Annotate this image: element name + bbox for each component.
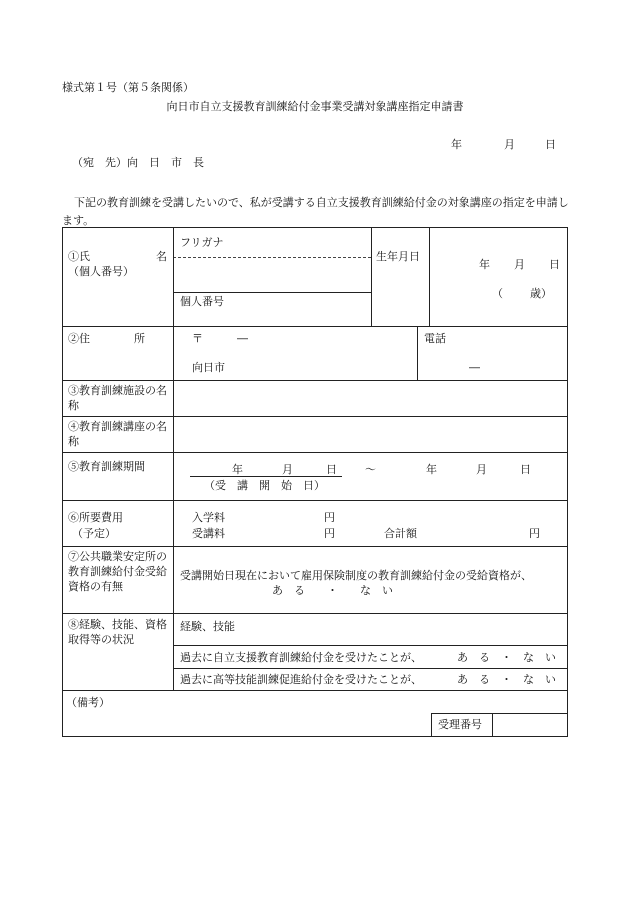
total-unit: 円 (529, 527, 540, 540)
start-date-caption: （受 講 開 始 日） (204, 479, 325, 492)
form-title: 向日市自立支援教育訓練給付金事業受講対象講座指定申請書 (166, 100, 464, 113)
city-label: 向日市 (192, 361, 225, 374)
end-month-label: 月 (476, 463, 487, 476)
address-label: ②住 所 (68, 332, 145, 345)
cost-label: ⑥所要費用 (68, 511, 123, 524)
age-open-paren: （ (492, 287, 503, 300)
phone-label: 電話 (424, 332, 446, 345)
date-month-label: 月 (504, 138, 515, 151)
period-label: ⑤教育訓練期間 (68, 460, 145, 473)
past-self-support-choice[interactable]: あ る ・ な い (457, 651, 556, 664)
mynumber-label: 個人番号 (180, 295, 224, 308)
receipt-number-label: 受理番号 (438, 718, 482, 731)
experience-label: ⑧経験、技能、資格取得等の状況 (68, 618, 167, 646)
past-advanced-text: 過去に高等技能訓練促進給付金を受けたことが、 (180, 673, 422, 686)
intro-text: 下記の教育訓練を受講したいので、私が受講する自立支援教育訓練給付金の対象講座の指定を申請します。 (62, 196, 569, 227)
start-month-label: 月 (282, 463, 293, 476)
facility-label: ③教育訓練施設の名称 (68, 384, 167, 412)
birth-month-label: 月 (514, 258, 525, 271)
admission-label: 入学料 (192, 511, 225, 524)
date-year-label: 年 (451, 138, 462, 151)
addressee: （宛 先）向 日 市 長 (72, 156, 204, 169)
end-year-label: 年 (426, 463, 437, 476)
postal-dash: ― (237, 332, 248, 345)
admission-unit: 円 (324, 511, 335, 524)
past-self-support-text: 過去に自立支援教育訓練給付金を受けたことが、 (180, 651, 422, 664)
course-label: ④教育訓練講座の名称 (68, 420, 167, 448)
tuition-label: 受講料 (192, 527, 225, 540)
name-label: ①氏 名 (68, 250, 167, 263)
total-label: 合計額 (384, 527, 417, 540)
eligibility-text: 受講開始日現在において雇用保険制度の教育訓練給付金の受給資格が、 (180, 569, 532, 582)
age-label: 歳） (530, 287, 552, 300)
past-advanced-choice[interactable]: あ る ・ な い (457, 673, 556, 686)
eligibility-choice[interactable]: あ る ・ な い (272, 584, 393, 597)
end-day-label: 日 (520, 463, 531, 476)
birthdate-label: 生年月日 (376, 250, 420, 263)
tuition-unit: 円 (324, 527, 335, 540)
phone-dash: ― (469, 361, 480, 374)
cost-planned-label: （予定） (72, 527, 116, 540)
start-day-label: 日 (326, 463, 337, 476)
remarks-label: （備考） (66, 696, 110, 709)
start-year-label: 年 (232, 463, 243, 476)
birth-day-label: 日 (549, 258, 560, 271)
birth-year-label: 年 (479, 258, 490, 271)
form-number: 様式第１号（第５条関係） (62, 81, 194, 94)
furigana-label: フリガナ (180, 236, 224, 249)
postal-mark: 〒 (192, 332, 203, 345)
skills-label: 経験、技能 (180, 620, 235, 633)
date-day-label: 日 (545, 138, 556, 151)
eligibility-label: ⑦公共職業安定所の教育訓練給付金受給資格の有無 (68, 550, 167, 593)
period-tilde: ～ (365, 463, 376, 476)
mynumber-label-paren: （個人番号） (68, 265, 134, 278)
